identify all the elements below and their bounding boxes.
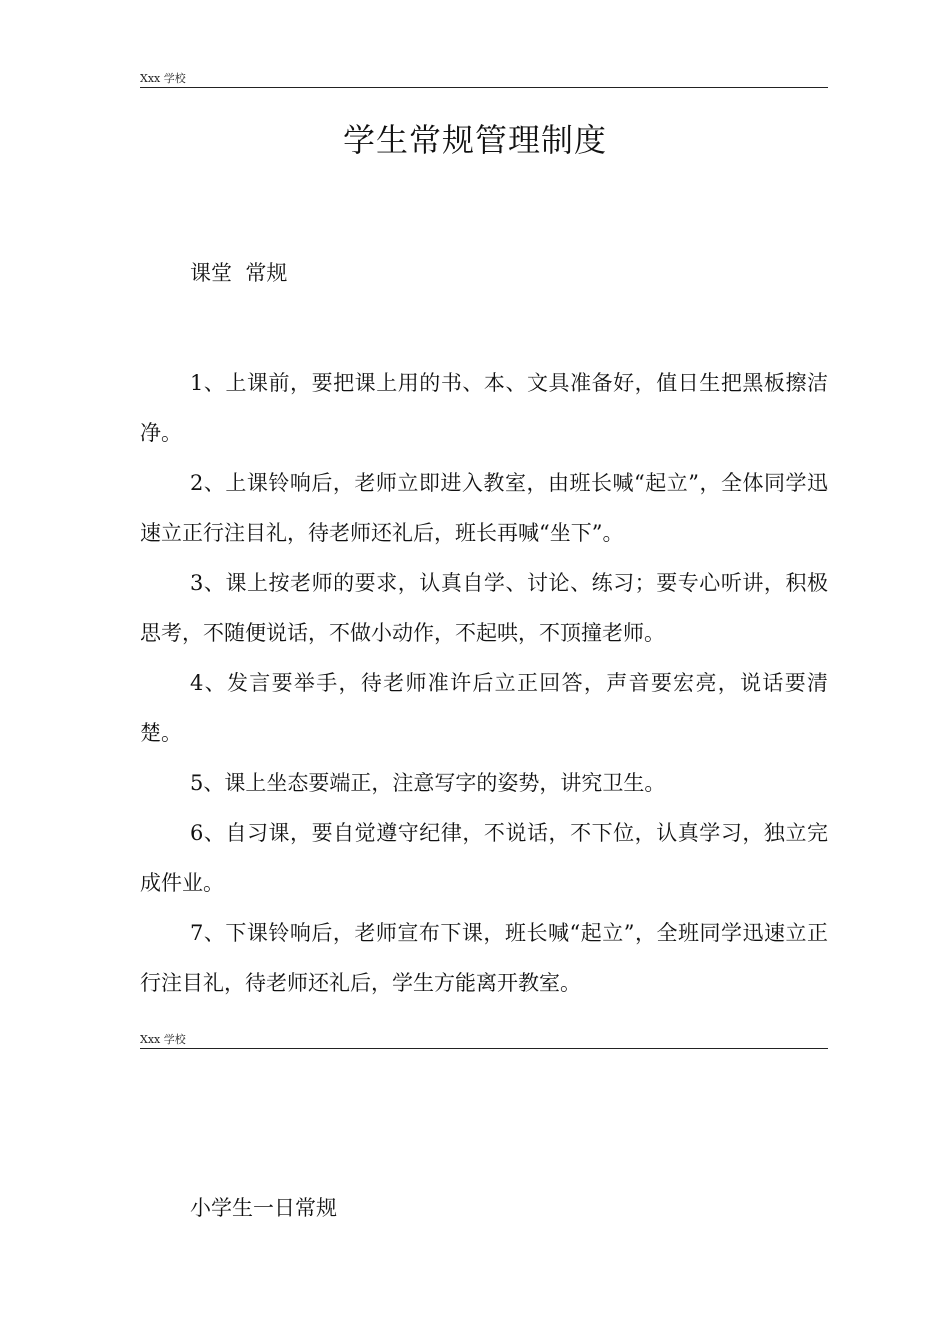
rule-item: 6、自习课，要自觉遵守纪律，不说话，不下位，认真学习，独立完成件业。 (140, 821, 828, 895)
rule-item: 5、课上坐态要端正，注意写字的姿势，讲究卫生。 (190, 771, 666, 795)
rule-item: 4、发言要举手，待老师准许后立正回答，声音要宏亮，说话要清楚。 (140, 671, 828, 745)
rule-item: 1、上课前，要把课上用的书、本、文具准备好，值日生把黑板擦洁净。 (140, 371, 828, 445)
classroom-rules-list (140, 358, 828, 1008)
section-heading-classroom: 课堂 常规 (190, 261, 288, 285)
rule-item: 7、下课铃响后，老师宣布下课，班长喊“起立”，全班同学迅速立正行注目礼，待老师还礼后，学生方能离开教室。 (140, 921, 828, 995)
document-title: 学生常规管理制度 (342, 121, 607, 159)
section-heading-daily-routine: 小学生一日常规 (190, 1196, 337, 1220)
running-header-bottom: Xxx 学校 (140, 1033, 828, 1049)
rule-item: 3、课上按老师的要求，认真自学、讨论、练习；要专心听讲，积极思考，不随便说话，不做小动作，不起哄，不顶撞老师。 (140, 571, 828, 645)
rule-item: 2、上课铃响后，老师立即进入教室，由班长喊“起立”，全体同学迅速立正行注目礼，待老师还礼后，班长再喊“坐下”。 (140, 471, 828, 545)
running-header-top: Xxx 学校 (140, 72, 828, 88)
